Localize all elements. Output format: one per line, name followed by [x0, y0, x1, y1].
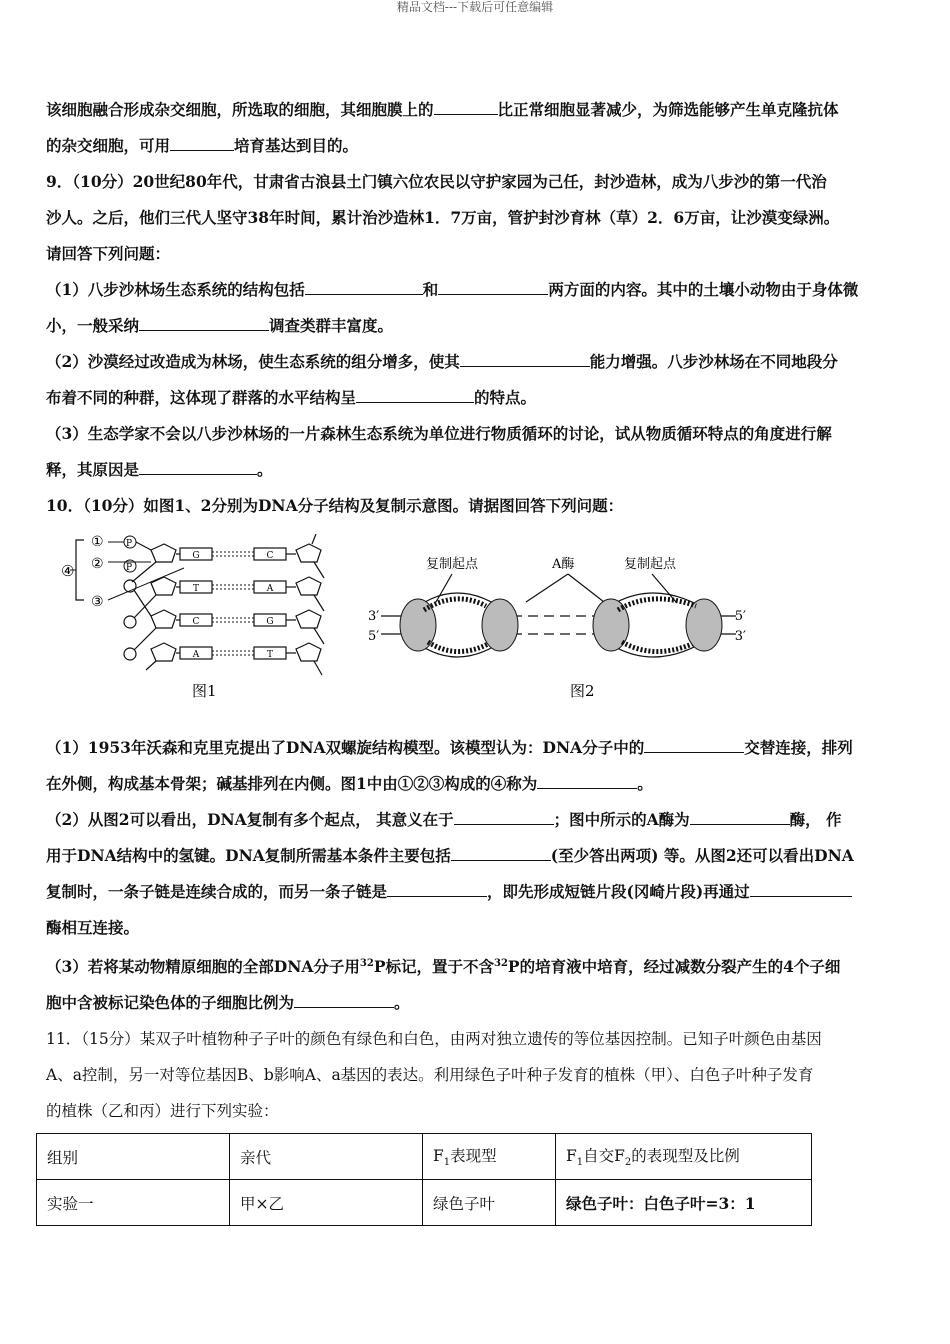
end-label: 3′ — [368, 609, 380, 624]
dna-figures — [56, 530, 756, 710]
question-10-intro — [46, 488, 906, 524]
answer-blank — [356, 386, 474, 403]
answer-blank — [139, 314, 269, 331]
text: ，即先形成短链片段(冈崎片段)再通过 — [487, 882, 750, 901]
base-right: C — [266, 551, 274, 561]
text: P标记，置于不含 — [373, 957, 494, 977]
question-10-parts — [46, 730, 906, 1129]
q11-stem-1: 11．（15分）某双子叶植物种子子叶的颜色有绿色和白色，由两对独立遗传的等位基因控制。已知子叶颜色由基因 — [46, 1030, 822, 1049]
end-label: 5′ — [368, 629, 380, 644]
text: 。 — [394, 993, 410, 1013]
q9-stem-2: 沙人。之后，他们三代人坚守38年时间，累计治沙造林1．7万亩，管护封沙育林（草）2．6万亩，让沙漠变绿洲。 — [46, 208, 840, 227]
header-watermark: 精品文档---下载后可任意编辑 — [396, 0, 554, 14]
text: （3）生态学家不会以八步沙林场的一片森林生态系统为单位进行物质循环的讨论，试从物质循环特点的角度进行解 — [46, 424, 832, 443]
text: 酶， 作 — [789, 810, 842, 829]
answer-blank — [170, 134, 234, 151]
answer-blank — [438, 278, 548, 295]
superscript: 32 — [359, 958, 374, 969]
base-left: A — [192, 650, 200, 660]
text: (至少答出两项) 等。从图2还可以看出DNA — [550, 846, 854, 865]
text: 的特点。 — [474, 388, 537, 407]
table-cell: 绿色子叶：白色子叶=3：1 — [556, 1180, 812, 1226]
text: 用于DNA结构中的氢键。DNA复制所需基本条件主要包括 — [46, 846, 451, 865]
answer-blank — [537, 772, 637, 789]
text: 和 — [422, 280, 439, 299]
answer-blank — [750, 880, 852, 897]
text: 两方面的内容。其中的土壤小动物由于身体微 — [548, 280, 859, 299]
answer-blank — [305, 278, 423, 295]
text: 。 — [257, 460, 273, 479]
base-right: T — [266, 650, 274, 660]
text: （3）若将某动物精原细胞的全部DNA分子用 — [46, 957, 360, 977]
table-header: 亲代 — [230, 1134, 423, 1180]
q8-tail — [46, 92, 906, 164]
figure-1-dna-structure — [61, 534, 324, 700]
text: 在外侧，构成基本骨架；碱基排列在内侧。图1中由①②③构成的④称为 — [46, 774, 538, 793]
text: ；图中所示的A酶为 — [553, 810, 690, 829]
figure-2-caption: 图2 — [570, 682, 595, 700]
origin-label-1: 复制起点 — [426, 557, 479, 572]
text: 释，其原因是 — [46, 460, 140, 479]
answer-blank — [454, 808, 554, 825]
answer-blank — [387, 880, 487, 897]
svg-text:P: P — [126, 539, 133, 549]
table-cell: 甲×乙 — [230, 1180, 423, 1226]
table-row — [37, 1180, 812, 1226]
base-left: T — [192, 584, 200, 594]
text: 复制时，一条子链是连续合成的，而另一条子链是 — [46, 882, 388, 901]
text: 比正常细胞显著减少，为筛选能够产生单克隆抗体 — [497, 100, 839, 119]
table-header: $F_1$表现型 — [423, 1134, 556, 1180]
text: 。 — [637, 774, 653, 793]
table-cell: 实验一 — [37, 1180, 230, 1226]
base-right: A — [266, 584, 274, 594]
text: 布着不同的种群，这体现了群落的水平结构呈 — [46, 388, 357, 407]
text: 培育基达到目的。 — [234, 136, 359, 155]
q10-stem: 10．（10分）如图1、2分别为DNA分子结构及复制示意图。请据图回答下列问题： — [46, 496, 624, 515]
end-label: 5′ — [734, 609, 746, 624]
table-header: 组别 — [37, 1134, 230, 1180]
enzyme-label: A酶 — [552, 557, 575, 572]
answer-blank — [460, 350, 590, 367]
text: 该细胞融合形成杂交细胞，所选取的细胞，其细胞膜上的 — [46, 100, 434, 119]
table-cell: 绿色子叶 — [423, 1180, 556, 1226]
origin-label-2: 复制起点 — [624, 557, 677, 572]
text: （2）沙漠经过改造成为林场，使生态系统的组分增多，使其 — [46, 352, 460, 371]
text: （1）1953年沃森和克里克提出了DNA双螺旋结构模型。该模型认为：DNA分子中的 — [46, 738, 645, 757]
base-left: C — [192, 617, 200, 627]
question-11 — [46, 1021, 906, 1129]
svg-text:P: P — [126, 563, 133, 573]
text: 酶相互连接。 — [46, 918, 140, 937]
superscript: 32 — [494, 958, 508, 969]
label-3: ③ — [91, 594, 104, 610]
text: P的培育液中培育，经过减数分裂产生的4个子细 — [507, 957, 841, 977]
table-header-row — [37, 1134, 812, 1180]
text: 能力增强。八步沙林场在不同地段分 — [589, 352, 838, 371]
q11-stem-2: A、a控制，另一对等位基因B、b影响A、a基因的表达。利用绿色子叶种子发育的植株（甲）、白色子叶种子发育 — [46, 1066, 814, 1085]
q9-stem-3: 请回答下列问题： — [46, 244, 171, 263]
answer-blank — [451, 844, 551, 861]
q11-stem-3: 的植株（乙和丙）进行下列实验： — [46, 1102, 279, 1121]
answer-blank — [644, 736, 744, 753]
label-1: ① — [91, 534, 104, 550]
document-body — [46, 92, 906, 524]
label-2: ② — [91, 556, 104, 572]
answer-blank — [139, 458, 257, 475]
text: 调查类群丰富度。 — [269, 316, 394, 335]
text: 小，一般采纳 — [46, 316, 140, 335]
text: （1）八步沙林场生态系统的结构包括 — [46, 280, 305, 299]
text: 交替连接，排列 — [744, 738, 853, 757]
text: 胞中含被标记染色体的子细胞比例为 — [46, 993, 295, 1013]
base-left: G — [192, 551, 200, 561]
text: （2）从图2可以看出，DNA复制有多个起点， 其意义在于 — [46, 810, 454, 829]
text: 的杂交细胞，可用 — [46, 136, 171, 155]
figure-2-dna-replication — [368, 556, 746, 700]
experiment-table — [36, 1133, 812, 1226]
end-label: 3′ — [734, 629, 746, 644]
answer-blank — [690, 808, 790, 825]
question-9 — [46, 164, 906, 488]
answer-blank — [294, 991, 394, 1008]
answer-blank — [434, 98, 498, 115]
label-4: ④ — [61, 562, 75, 580]
base-right: G — [266, 617, 274, 627]
q9-stem-1: 9．（10分）20世纪80年代，甘肃省古浪县土门镇六位农民以守护家园为己任，封沙造林，成为八步沙的第一代治 — [46, 172, 827, 191]
table-header: $F_1$自交$F_2$的表现型及比例 — [556, 1134, 812, 1180]
figure-1-caption: 图1 — [192, 682, 217, 700]
